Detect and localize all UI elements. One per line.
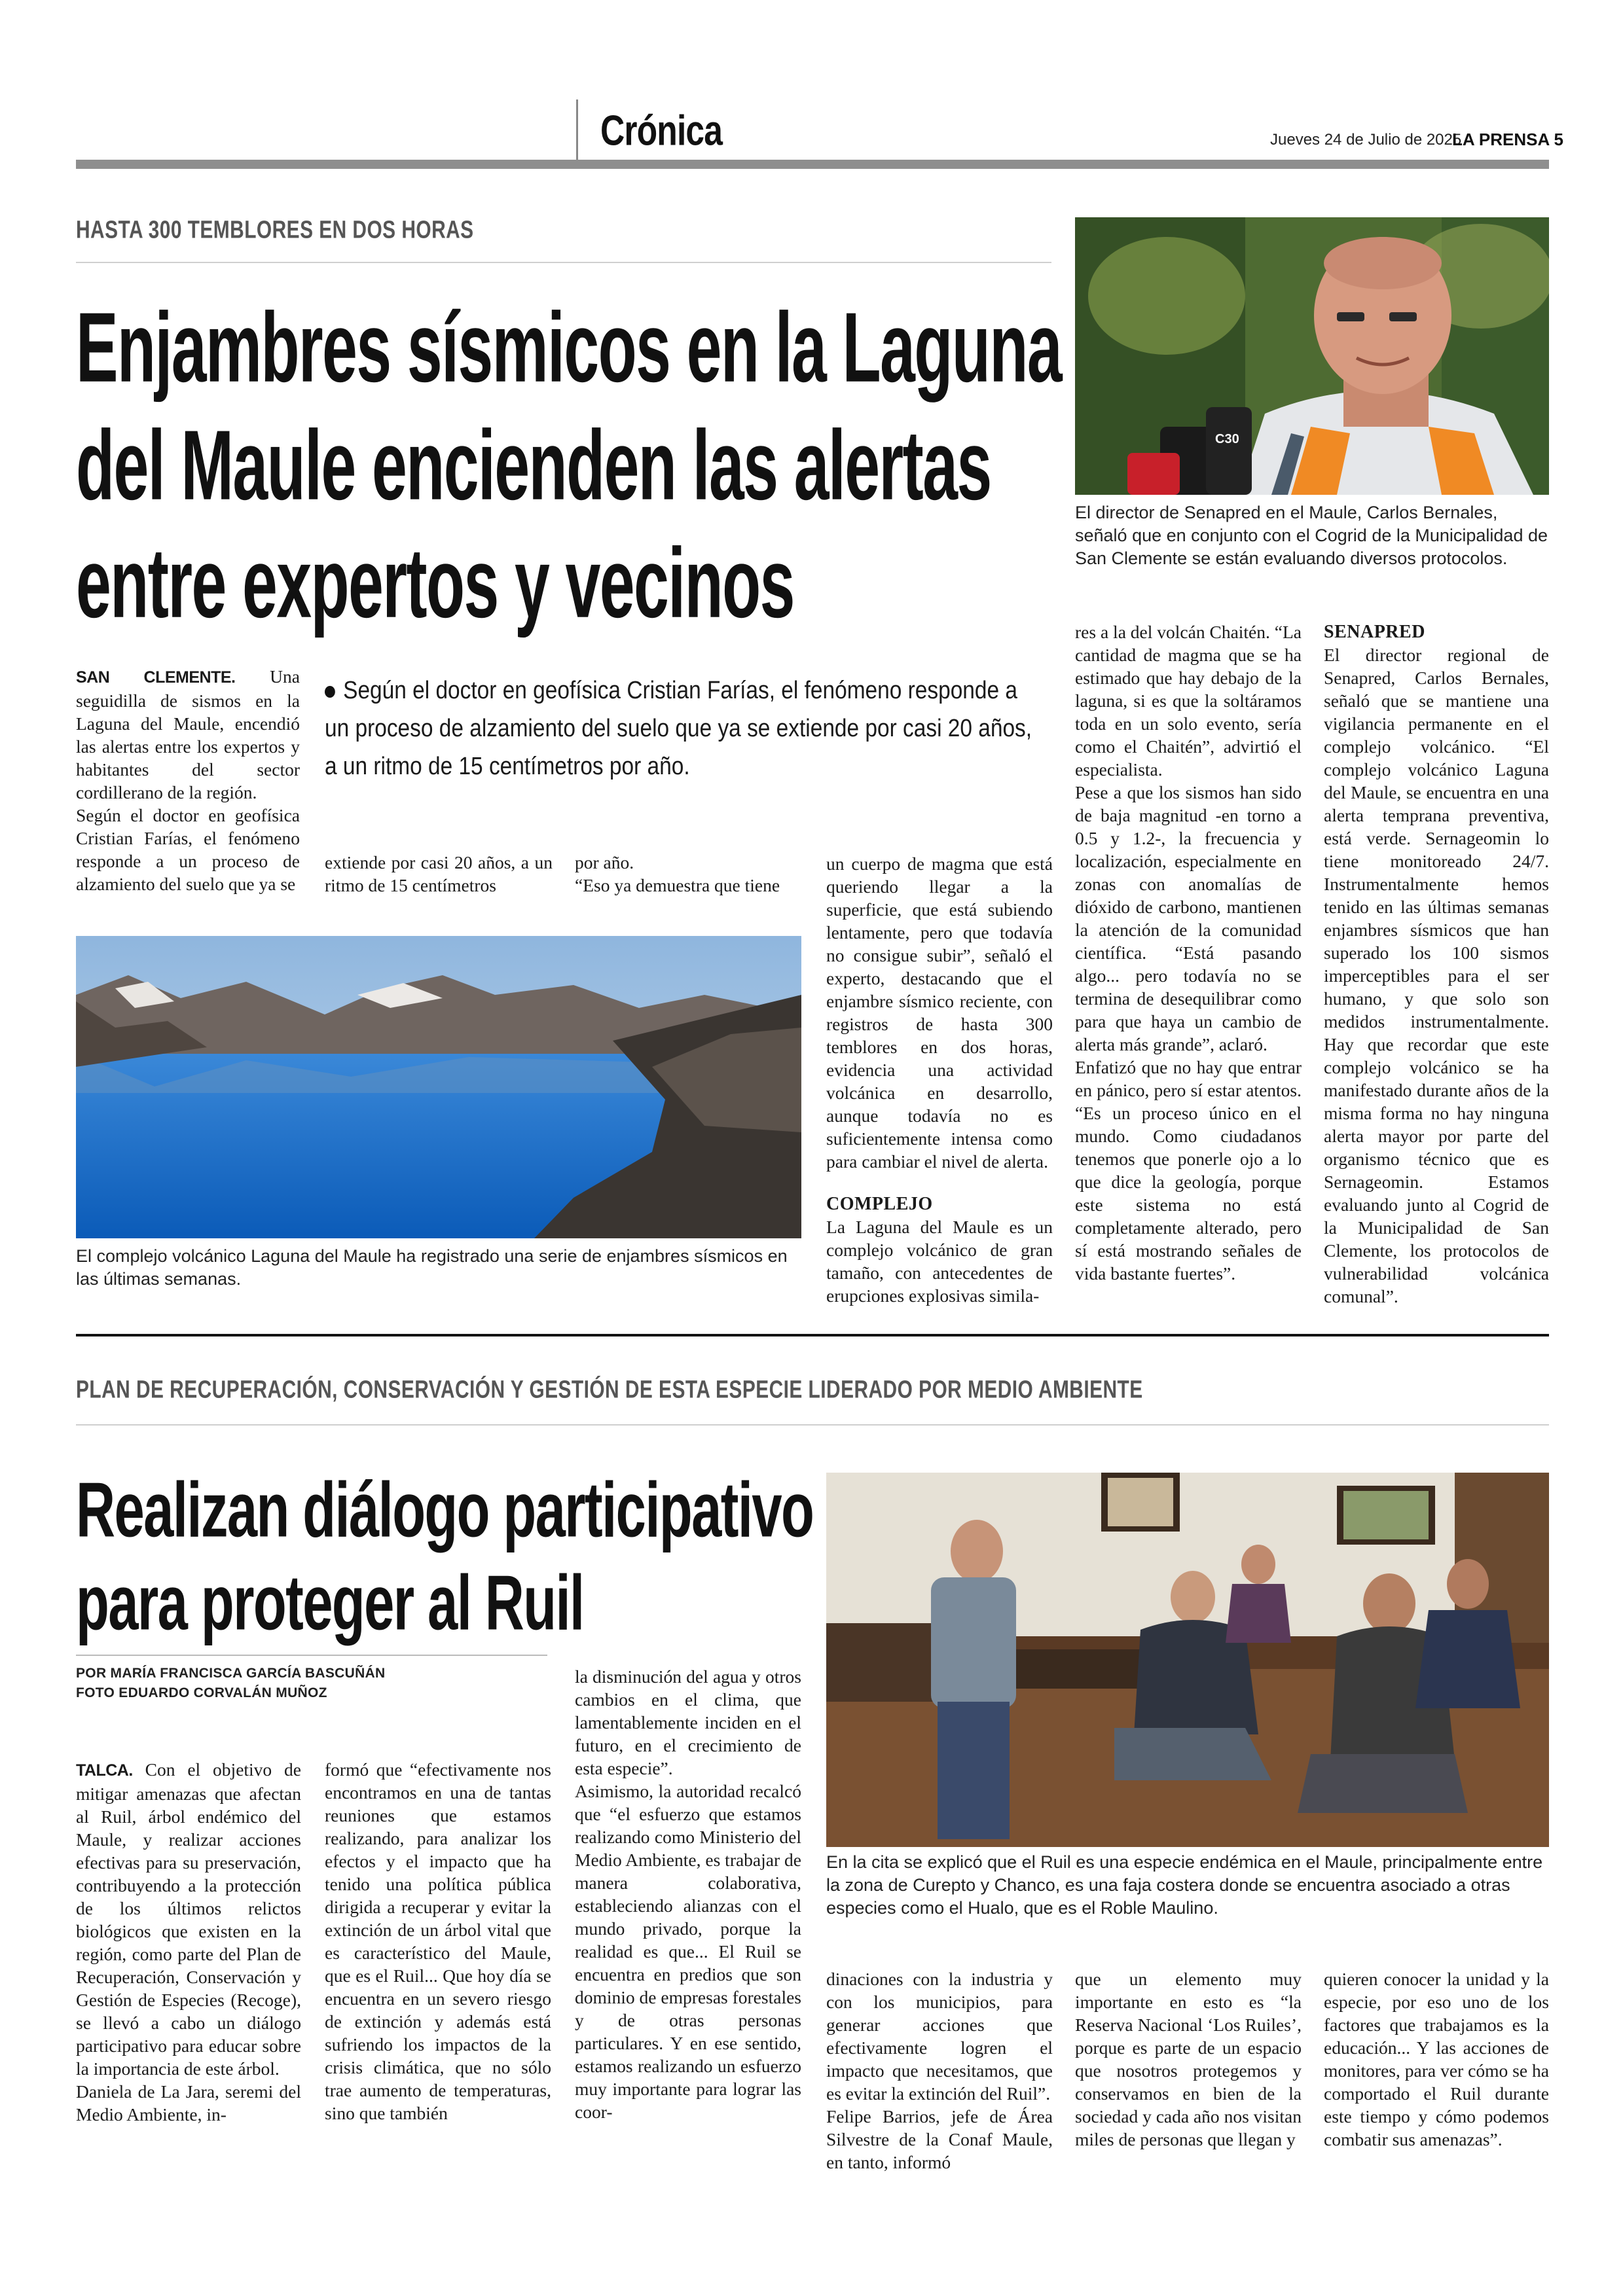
paragraph: res a la del volcán Chaitén. “La cantidad de magma que se ha estimado que hay debajo de la laguna, si es que la soltáramos toda en un solo evento, sería como el Chaitén”, advirtió el especialista.: [1075, 622, 1302, 780]
meeting-caption: En la cita se explicó que el Ruil es una especie endémica en el Maule, principalmente entre la zona de Curepto y Chanco, es una faja costera donde se encuentra asociado a otras especies como el Hualo, que es el Roble Maulino.: [826, 1852, 1543, 1918]
bullet-icon: [325, 686, 335, 698]
portrait-photo: [1075, 217, 1549, 495]
paragraph: la disminución del agua y otros cambios en el clima, que lamentablemente inciden en el futuro, en el crecimiento de esta especie”.: [575, 1666, 801, 1778]
article2-column-4: [826, 1967, 1053, 2174]
subhead-senapred: SENAPRED: [1324, 622, 1425, 642]
byline: [76, 1664, 547, 1703]
article1-column-2: extiende por casi 20 años, a un ritmo de 15 centímetros: [325, 852, 553, 895]
kicker-rule: [76, 1424, 1549, 1426]
article2-column-6: quieren conocer la unidad y la especie, por eso uno de los factores que trabajamos es la educación... Y las acciones de monitores, para ver cómo se ha comportado el Ruil durante este tiempo y cómo podemos combatir sus amenazas”.: [1324, 1969, 1549, 2149]
byline-rule: [76, 1655, 547, 1656]
paragraph: Una seguidilla de sismos en la Laguna del Maule, encendió las alertas entre los expertos y habitantes del sector cordillerano de la región.: [76, 666, 300, 802]
microphone-label: C30: [1215, 432, 1239, 446]
dateline: SAN CLEMENTE.: [76, 668, 236, 687]
headline-line-1: Realizan diálogo participativo: [76, 1467, 814, 1554]
paragraph: Daniela de La Jara, seremi del Medio Ambiente, in-: [76, 2081, 301, 2125]
paragraph: dinaciones con la industria y con los municipios, para generar acciones que efectivamente logren el impacto que necesitamos, que es evitar la extinción del Ruil”.: [826, 1969, 1053, 2104]
paragraph: Con el objetivo de mitigar amenazas que afectan al Ruil, árbol endémico del Maule, y realizar acciones efectivas para su preservación, contribuyendo a la protección de los últimos relictos biológicos que existen en la región, como parte del Plan de Recuperación, Conservación y Gestión de Especies (Recoge), se llevó a cabo un diálogo participativo para educar sobre la importancia de este árbol.: [76, 1759, 301, 2079]
headline-line-1: Enjambres sísmicos en la Laguna: [76, 293, 1062, 403]
pull-quote-text: Según el doctor en geofísica Cristian Farías, el fenómeno responde a un proceso de alzamiento del suelo que ya se extiende por casi 20 años, a un ritmo de 15 centímetros por año.: [325, 677, 1032, 780]
paragraph: El director regional de Senapred, Carlos Bernales, señaló que se mantiene una vigilancia permanente en el complejo volcánico. “El complejo volcánico Laguna del Maule, se encuentra en una alerta temprana preventiva, está verde. Sernageomin lo tiene monitoreado 24/7. Instrumentalmente hemos tenido en las últimas semanas enjambres sísmicos que han superado los 100 sismos imperceptibles para el ser humano, y que solo son medidos instrumentalmente. Hay que recordar que este complejo volcánico se ha manifestado durante años de la misma forma no hay ninguna alerta mayor por parte del organismo técnico que es Sernageomin. Estamos evaluando junto al Cogrid de la Municipalidad de San Clemente, los protocolos de vulnerabilidad volcánica comunal”.: [1324, 645, 1549, 1306]
header-divider: [576, 99, 578, 160]
meeting-photo: [826, 1473, 1549, 1847]
lake-illustration: [76, 936, 801, 1238]
headline-line-2: del Maule encienden las alertas: [76, 410, 991, 521]
paragraph: Pese a que los sismos han sido de baja magnitud -en torno a 0.5 y 1.2-, la frecuencia y localización, especialmente en zonas con anomalías de dióxido de carbono, mantienen la atención de la comunidad científica. “Está pasando algo... pero todavía no se termina de desequilibrar como para que haya un cambio de alerta más grande”, aclaró.: [1075, 782, 1302, 1054]
article1-column-6: [1324, 620, 1549, 1308]
paragraph: Enfatizó que no hay que entrar en pánico, pero sí estar atentos. “Es un proceso único en el mundo. Como ciudadanos tenemos que ponerle ojo a lo que dice la geología, porque este sistema no está completamente alterado, pero sí está mostrando señales de vida bastante fuertes”.: [1075, 1057, 1302, 1283]
meeting-illustration: [826, 1473, 1549, 1847]
paragraph: Según el doctor en geofísica Cristian Farías, el fenómeno responde a un proceso de alzamiento del suelo que ya se: [76, 805, 300, 894]
section-title: Crónica: [600, 107, 723, 154]
headline-line-3: entre expertos y vecinos: [76, 528, 794, 639]
paragraph: Felipe Barrios, jefe de Área Silvestre de la Conaf Maule, en tanto, informó: [826, 2106, 1053, 2172]
article2-column-1: [76, 1758, 301, 2126]
photo-credit: FOTO EDUARDO CORVALÁN MUÑOZ: [76, 1685, 327, 1700]
issue-date: Jueves 24 de Julio de 2025: [1270, 131, 1462, 149]
article1-column-5: [1075, 620, 1302, 1285]
lake-caption: El complejo volcánico Laguna del Maule ha registrado una serie de enjambres sísmicos en las últimas semanas.: [76, 1246, 788, 1289]
article2-column-2: formó que “efectivamente nos encontramos en una de tantas reuniones que estamos realizando, para analizar los efectos y el impacto que ha tenido una política pública dirigida a recuperar y evitar la extinción de un árbol vital que es característico del Maule, que es el Ruil... Que hoy día se encuentra en un severo riesgo de extinción y además está sufriendo los impactos de la crisis climática, que no sólo trae aumento de temperaturas, sino que también: [325, 1759, 551, 2123]
article2-column-3: [575, 1665, 801, 2123]
pull-quote: [325, 672, 1045, 785]
article2-kicker: PLAN DE RECUPERACIÓN, CONSERVACIÓN Y GESTIÓN DE ESTA ESPECIE LIDERADO POR MEDIO AMBIENTE: [76, 1376, 1143, 1404]
newspaper-name-page: LA PRENSA 5: [1452, 130, 1563, 149]
author: POR MARÍA FRANCISCA GARCÍA BASCUÑÁN: [76, 1666, 386, 1681]
article1-kicker: HASTA 300 TEMBLORES EN DOS HORAS: [76, 216, 474, 244]
portrait-illustration: [1075, 217, 1549, 495]
article-separator: [76, 1334, 1549, 1336]
article1-column-4: [826, 852, 1053, 1307]
portrait-caption: El director de Senapred en el Maule, Carlos Bernales, señaló que en conjunto con el Cogrid de la Municipalidad de San Clemente se están evaluando diversos protocolos.: [1075, 503, 1548, 568]
paragraph: Asimismo, la autoridad recalcó que “el esfuerzo que estamos realizando como Ministerio del Medio Ambiente, es trabajar de manera colaborativa, estableciendo alianzas con el mundo privado, porque la realidad es que... El Ruil se encuentra en predios que son dominio de empresas forestales y de otras personas particulares. Y en ese sentido, estamos realizando un esfuerzo muy importante para lograr las coor-: [575, 1781, 801, 2122]
paragraph: un cuerpo de magma que está queriendo llegar a la superficie, que está subiendo lentamente, pero que todavía no consigue subir”, señaló el experto, destacando que el enjambre sísmico reciente, con registros de hasta 300 temblores en dos horas, evidencia una actividad volcánica en desarrollo, aunque todavía no es suficientemente intensa como para cambiar el nivel de alerta.: [826, 853, 1053, 1172]
subhead-complejo: COMPLEJO: [826, 1194, 933, 1214]
dateline: TALCA.: [76, 1761, 133, 1780]
lake-photo: [76, 936, 801, 1238]
article1-column-3: por año. “Eso ya demuestra que tiene: [575, 852, 780, 895]
article2-column-5: que un elemento muy importante en esto es “la Reserva Nacional ‘Los Ruiles’, porque es parte de un espacio que nosotros protegemos y conservamos en bien de la sociedad y cada año nos visitan miles de personas que llegan y: [1075, 1969, 1302, 2149]
paragraph: La Laguna del Maule es un complejo volcánico de gran tamaño, con antecedentes de erupciones explosivas simila-: [826, 1217, 1053, 1306]
kicker-rule: [76, 262, 1051, 263]
headline-line-2: para proteger al Ruil: [76, 1560, 584, 1647]
article1-column-1: [76, 665, 300, 895]
header-rule: [76, 160, 1549, 169]
